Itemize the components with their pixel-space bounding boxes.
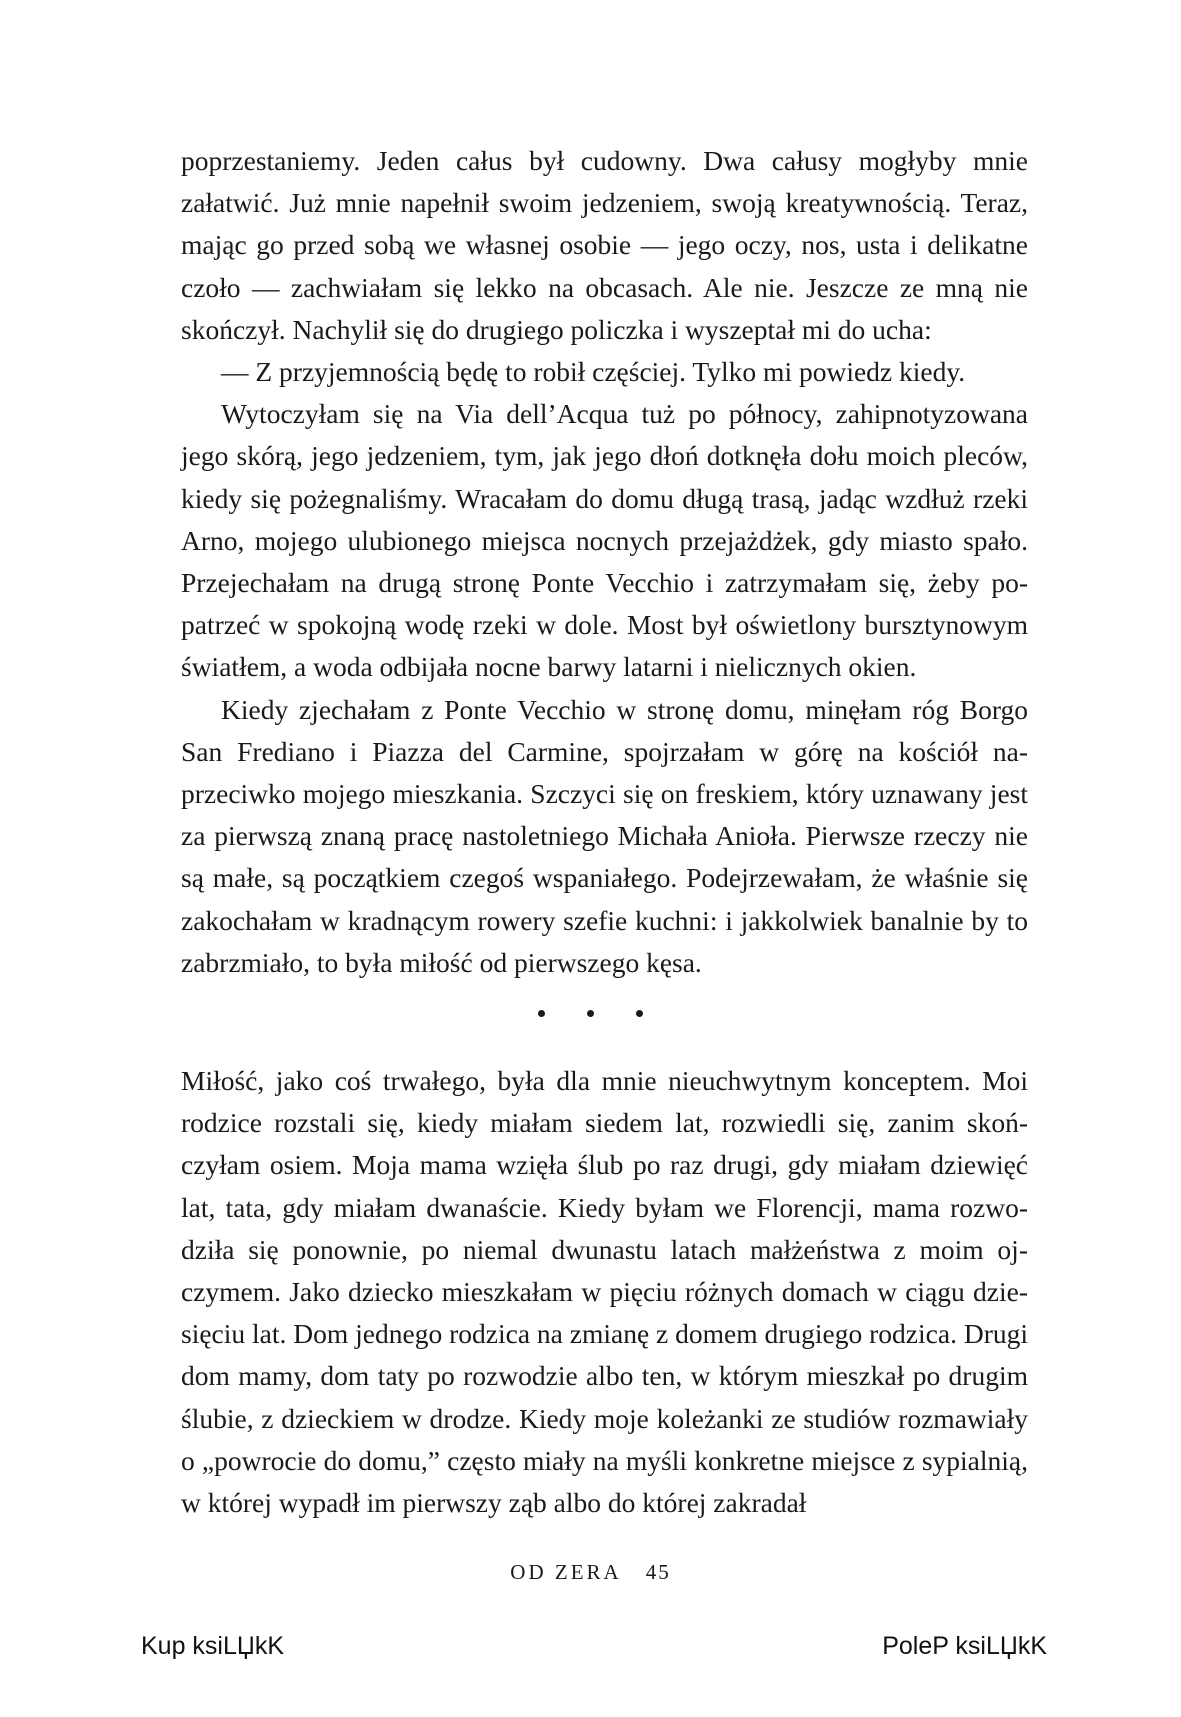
bullet-dot-icon <box>587 1010 594 1017</box>
body-text-section-1 <box>181 140 1028 984</box>
paragraph: Wytoczyłam się na Via dell’Acqua tuż po północy, zahipnotyzowana jego skórą, jego jedzeniem, tym, jak jego dłoń dotknęła dołu moich pleców, kiedy się pożegnaliśmy. Wracałam do domu długą trasą, jadąc wzdłuż rzeki Arno, mojego ulubionego miejsca nocnych przejażdżek, gdy miasto spało. Przejechałam na drugą stronę Ponte Vecchio i zatrzymałam się, żeby popatrzeć w spokojną wodę rzeki w dole. Most był oświetlony bursztynowym światłem, a woda odbijała nocne barwy latarni i nielicznych okien. <box>181 398 1028 683</box>
paragraph-section-start: Miłość, jako coś trwałego, była dla mnie nieuchwytnym konceptem. Moi rodzice rozstali się, kiedy miałam siedem lat, rozwiedli się, zanim skończyłam osiem. Moja mama wzięła ślub po raz drugi, gdy miałam dziewięć lat, tata, gdy miałam dwanaście. Kiedy byłam we Florencji, mama rozwodziła się ponownie, po niemal dwunastu latach małżeństwa z moim ojczymem. Jako dziecko mieszkałam w pięciu różnych domach w ciągu dziesięciu lat. Dom jednego rodzica na zmianę z domem drugiego rodzica. Drugi dom mamy, dom taty po rozwodzie albo ten, w którym mieszkał po drugim ślubie, z dzieckiem w drodze. Kiedy moje koleżanki ze studiów rozmawiały o „powrocie do domu,” często miały na myśli konkretne miejsce z sypialnią, w której wypadł im pierwszy ząb albo do której zakradał <box>181 1065 1028 1519</box>
section-break-dots <box>0 1004 1181 1024</box>
paragraph-continuation: poprzestaniemy. Jeden całus był cudowny. Dwa całusy mogłyby mnie załatwić. Już mnie napełnił swoim jedzeniem, swoją kreatywnością. Teraz, mając go przed sobą we własnej osobie — jego oczy, nos, usta i delikatne czoło — zachwiałam się lekko na obcasach. Ale nie. Jeszcze ze mną nie skończył. Nachylił się do drugiego policzka i wyszeptał mi do ucha: <box>181 145 1028 345</box>
recommend-book-link[interactable]: PoleP ksiLЏkK <box>882 1632 1047 1660</box>
body-text-section-2 <box>181 1060 1028 1524</box>
running-title: OD ZERA <box>510 1560 622 1584</box>
bullet-dot-icon <box>538 1010 545 1017</box>
page-number: 45 <box>645 1560 671 1584</box>
buy-book-link[interactable]: Kup ksiLЏkK <box>141 1632 285 1660</box>
running-footer <box>0 1560 1181 1585</box>
paragraph-dialogue: — Z przyjemnością będę to robił częściej. Tylko mi powiedz kiedy. <box>221 356 966 388</box>
paragraph: Kiedy zjechałam z Ponte Vecchio w stronę domu, minęłam róg Borgo San Frediano i Piazza del Carmine, spojrzałam w górę na kościół naprzeciwko mojego mieszkania. Szczyci się on freskiem, który uznawany jest za pierwszą znaną pracę nastoletniego Michała Anioła. Pierwsze rzeczy nie są małe, są początkiem czegoś wspaniałego. Podejrzewałam, że właśnie się zakochałam w kradnącym rowery szefie kuchni: i jakkolwiek banalnie by to zabrzmiało, to była miłość od pierwszego kęsa. <box>181 693 1028 978</box>
bullet-dot-icon <box>636 1010 643 1017</box>
